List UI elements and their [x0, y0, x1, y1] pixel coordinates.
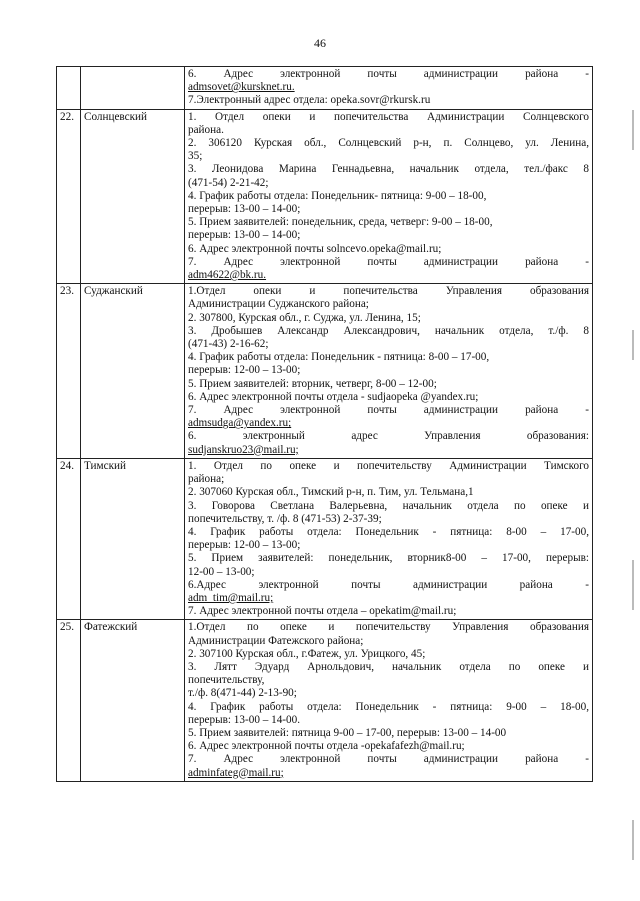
- info-line: 12-00 – 13-00;: [188, 565, 255, 578]
- info-line: 4. График работы отдела: Понедельник - пятница: 8-00 – 17-00,: [188, 351, 490, 364]
- email-link[interactable]: adminfateg@mail.ru;: [188, 766, 284, 779]
- info-line: 7. Адрес электронной почты администрации района -: [188, 404, 589, 417]
- info-line: 3. Дробышев Александр Александрович, начальник отдела, т./ф. 8: [188, 324, 589, 337]
- department-info: [185, 284, 593, 459]
- info-line: 6. Адрес электронной почты отдела -opekafafezh@mail.ru;: [188, 740, 465, 753]
- info-line: перерыв: 13-00 – 14-00;: [188, 203, 301, 216]
- info-line: Администрации Фатежского района;: [188, 634, 364, 647]
- info-line: перерыв: 13-00 – 14-00.: [188, 713, 300, 726]
- district-name: Суджанский: [81, 284, 185, 459]
- info-line: (471-43) 2-16-62;: [188, 338, 269, 351]
- row-number: 23.: [57, 284, 81, 459]
- page-number: 46: [314, 36, 326, 50]
- district-name: Фатежский: [81, 620, 185, 781]
- table-row: [57, 620, 593, 781]
- info-line: перерыв: 12-00 – 13-00;: [188, 539, 301, 552]
- info-line: 5. Прием заявителей: понедельник, вторник8-00 – 17-00, перерыв:: [188, 552, 589, 565]
- info-line: 7. Адрес электронной почты администрации района -: [188, 255, 589, 268]
- info-line: 2. 307060 Курская обл., Тимский р-н, п. Тим, ул. Тельмана,1: [188, 486, 474, 499]
- info-line: 6. Адрес электронной почты отдела - sudjaopeka @yandex.ru;: [188, 390, 479, 403]
- info-line: попечительству,: [188, 674, 265, 687]
- info-line: 7. Адрес электронной почты отдела – opekatim@mail.ru;: [188, 605, 457, 618]
- info-line: перерыв: 13-00 – 14-00;: [188, 229, 301, 242]
- row-number: [57, 67, 81, 110]
- info-line: 1.Отдел по опеке и попечительству Управления образования: [188, 621, 589, 634]
- scan-edge-mark: [632, 560, 634, 610]
- info-line: 2. 307800, Курская обл., г. Суджа, ул. Ленина, 15;: [188, 311, 421, 324]
- email-link[interactable]: admsudga@yandex.ru;: [188, 417, 292, 430]
- info-line: 5. Прием заявителей: понедельник, среда, четверг: 9-00 – 18-00,: [188, 216, 493, 229]
- scan-edge-mark: [632, 110, 634, 150]
- info-line: 4. График работы отдела: Понедельник - пятница: 8-00 – 17-00,: [188, 525, 589, 538]
- email-link[interactable]: adm4622@bk.ru.: [188, 269, 267, 282]
- info-line: 7. Адрес электронной почты администрации района -: [188, 753, 589, 766]
- info-line: района;: [188, 473, 225, 486]
- info-line: 4. График работы отдела: Понедельник - пятница: 9-00 – 18-00,: [188, 700, 589, 713]
- table-row: [57, 458, 593, 619]
- info-line: 2. 306120 Курская обл., Солнцевский р-н, п. Солнцево, ул. Ленина,: [188, 137, 589, 150]
- email-link[interactable]: sudjanskruo23@mail.ru;: [188, 443, 299, 456]
- info-line: 6. электронный адрес Управления образования:: [188, 430, 589, 443]
- info-line: 4. График работы отдела: Понедельник- пятница: 9-00 – 18-00,: [188, 189, 487, 202]
- table-row: [57, 109, 593, 284]
- department-info: [185, 620, 593, 781]
- info-line: района.: [188, 123, 224, 136]
- scan-edge-mark: [632, 330, 634, 360]
- info-line: попечительству, т. /ф. 8 (471-53) 2-37-39;: [188, 512, 382, 525]
- table-row: [57, 67, 593, 110]
- row-number: 24.: [57, 458, 81, 619]
- row-number: 22.: [57, 109, 81, 284]
- info-line: 5. Прием заявителей: вторник, четверг, 8-00 – 12-00;: [188, 377, 437, 390]
- email-link[interactable]: admsovet@kursknet.ru.: [188, 81, 295, 94]
- info-line: 6. Адрес электронной почты solncevo.opeka@mail.ru;: [188, 242, 442, 255]
- scan-edge-mark: [632, 820, 634, 860]
- info-line: 3. Леонидова Марина Геннадьевна, начальник отдела, тел./факс 8: [188, 163, 589, 176]
- department-info: [185, 67, 593, 110]
- info-line: т./ф. 8(471-44) 2-13-90;: [188, 687, 297, 700]
- info-line: (471-54) 2-21-42;: [188, 176, 269, 189]
- info-line: 3. Лятт Эдуард Арнольдович, начальник отдела по опеке и: [188, 660, 589, 673]
- info-line: 7.Электронный адрес отдела: opeka.sovr@rkursk.ru: [188, 94, 431, 107]
- district-name: Солнцевский: [81, 109, 185, 284]
- guardianship-departments-table: [56, 66, 593, 782]
- info-line: перерыв: 12-00 – 13-00;: [188, 364, 301, 377]
- department-info: [185, 109, 593, 284]
- district-name: [81, 67, 185, 110]
- info-line: Администрации Суджанского района;: [188, 298, 369, 311]
- email-link[interactable]: adm_tim@mail.ru;: [188, 591, 274, 604]
- info-line: 5. Прием заявителей: пятница 9-00 – 17-00, перерыв: 13-00 – 14-00: [188, 726, 507, 739]
- table-row: [57, 284, 593, 459]
- district-name: Тимский: [81, 458, 185, 619]
- info-line: 1. Отдел опеки и попечительства Администрации Солнцевского: [188, 110, 589, 123]
- row-number: 25.: [57, 620, 81, 781]
- department-info: [185, 458, 593, 619]
- info-line: 35;: [188, 150, 203, 163]
- info-line: 1. Отдел по опеке и попечительству Администрации Тимского: [188, 459, 589, 472]
- info-line: 3. Говорова Светлана Валерьевна, начальник отдела по опеке и: [188, 499, 589, 512]
- info-line: 6.Адрес электронной почты администрации района -: [188, 578, 589, 591]
- info-line: 1.Отдел опеки и попечительства Управления образования: [188, 285, 589, 298]
- info-line: 6. Адрес электронной почты администрации района -: [188, 68, 589, 80]
- info-line: 2. 307100 Курская обл., г.Фатеж, ул. Урицкого, 45;: [188, 647, 426, 660]
